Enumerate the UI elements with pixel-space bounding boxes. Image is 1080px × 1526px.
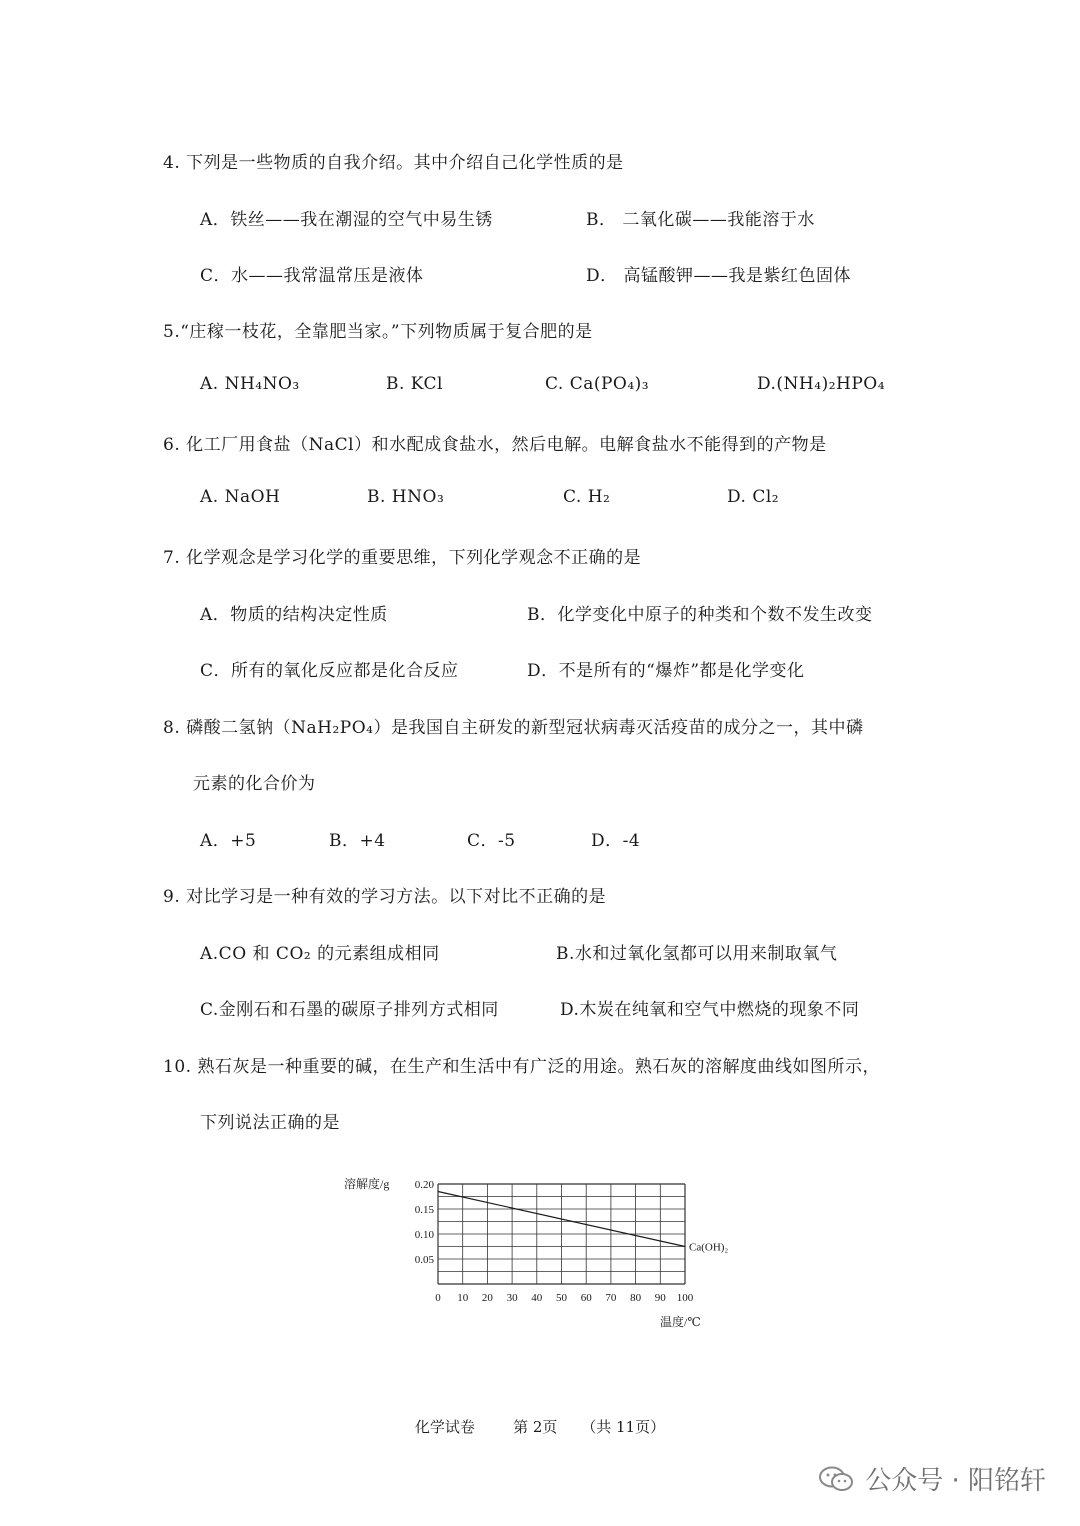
y-tick-label: 0.15 bbox=[414, 1204, 434, 1216]
q10-stem-continued: 下列说法正确的是 bbox=[200, 1113, 340, 1133]
y-tick-label: 0.20 bbox=[414, 1179, 434, 1191]
q9-option-b: B.水和过氧化氢都可以用来制取氧气 bbox=[556, 944, 838, 964]
q6-stem: 6. 化工厂用食盐（NaCl）和水配成食盐水，然后电解。电解食盐水不能得到的产物是 bbox=[163, 435, 827, 455]
q4-option-b: B． 二氧化碳——我能溶于水 bbox=[586, 210, 815, 230]
q5-option-c: C. Ca(PO₄)₃ bbox=[545, 374, 650, 394]
solubility-chart bbox=[330, 1160, 770, 1340]
y-tick-label: 0.10 bbox=[414, 1229, 434, 1241]
q5-option-b: B. KCl bbox=[386, 374, 443, 394]
q9-stem: 9. 对比学习是一种有效的学习方法。以下对比不正确的是 bbox=[163, 887, 607, 907]
series-label: Ca(OH)₂ bbox=[689, 1241, 729, 1254]
x-tick-label: 90 bbox=[654, 1292, 666, 1304]
q8-stem: 8. 磷酸二氢钠（NaH₂PO₄）是我国自主研发的新型冠状病毒灭活疫苗的成分之一，其中磷 bbox=[163, 718, 864, 738]
x-tick-label: 50 bbox=[556, 1292, 567, 1304]
q8-option-b: B．+4 bbox=[329, 831, 386, 851]
x-tick-label: 30 bbox=[506, 1292, 518, 1304]
x-tick-label: 60 bbox=[580, 1292, 592, 1304]
q8-stem-continued: 元素的化合价为 bbox=[193, 774, 316, 794]
q4-option-c: C．水——我常温常压是液体 bbox=[200, 266, 424, 286]
footer-total: （共 11页） bbox=[581, 1418, 666, 1436]
q7-option-d: D．不是所有的“爆炸”都是化学变化 bbox=[527, 661, 805, 681]
q6-option-d: D. Cl₂ bbox=[727, 487, 780, 507]
wechat-icon bbox=[819, 1466, 853, 1492]
x-tick-label: 40 bbox=[531, 1292, 543, 1304]
chart-grid bbox=[438, 1184, 685, 1284]
x-tick-label: 20 bbox=[481, 1292, 493, 1304]
q7-option-a: A．物质的结构决定性质 bbox=[200, 605, 388, 625]
watermark bbox=[819, 1460, 1046, 1497]
chart-y-label: 溶解度/g bbox=[344, 1177, 390, 1191]
q9-option-a: A.CO 和 CO₂ 的元素组成相同 bbox=[200, 944, 440, 964]
page-footer bbox=[0, 1416, 1080, 1437]
q8-option-d: D．-4 bbox=[591, 831, 641, 851]
q6-option-c: C. H₂ bbox=[563, 487, 611, 507]
footer-subject: 化学试卷 bbox=[414, 1418, 475, 1436]
x-tick-label: 80 bbox=[630, 1292, 642, 1304]
x-tick-label: 0 bbox=[435, 1292, 441, 1304]
q8-option-c: C．-5 bbox=[467, 831, 516, 851]
q5-stem: 5.“庄稼一枝花，全靠肥当家。”下列物质属于复合肥的是 bbox=[163, 322, 593, 342]
q4-option-a: A．铁丝——我在潮湿的空气中易生锈 bbox=[200, 210, 493, 230]
q9-option-d: D.木炭在纯氧和空气中燃烧的现象不同 bbox=[560, 1000, 860, 1020]
q6-option-a: A. NaOH bbox=[200, 487, 281, 507]
x-tick-label: 10 bbox=[457, 1292, 469, 1304]
y-tick-label: 0.05 bbox=[414, 1254, 434, 1266]
q8-option-a: A．+5 bbox=[200, 831, 257, 851]
q6-option-b: B. HNO₃ bbox=[367, 487, 445, 507]
q5-option-a: A. NH₄NO₃ bbox=[200, 374, 300, 394]
q9-option-c: C.金刚石和石墨的碳原子排列方式相同 bbox=[200, 1000, 499, 1020]
q7-option-b: B．化学变化中原子的种类和个数不发生改变 bbox=[527, 605, 873, 625]
q5-option-d: D.(NH₄)₂HPO₄ bbox=[757, 374, 886, 394]
footer-page: 第 2页 bbox=[513, 1418, 558, 1436]
chart-x-label: 温度/℃ bbox=[660, 1315, 701, 1329]
q7-stem: 7. 化学观念是学习化学的重要思维，下列化学观念不正确的是 bbox=[163, 548, 642, 568]
x-tick-label: 100 bbox=[676, 1292, 694, 1304]
q10-stem: 10. 熟石灰是一种重要的碱，在生产和生活中有广泛的用途。熟石灰的溶解度曲线如图所示， bbox=[163, 1057, 880, 1077]
watermark-text: 公众号 · 阳铭轩 bbox=[865, 1466, 1046, 1496]
q7-option-c: C．所有的氧化反应都是化合反应 bbox=[200, 661, 459, 681]
q4-stem: 4. 下列是一些物质的自我介绍。其中介绍自己化学性质的是 bbox=[163, 153, 624, 173]
q4-option-d: D． 高锰酸钾——我是紫红色固体 bbox=[586, 266, 852, 286]
x-tick-label: 70 bbox=[605, 1292, 617, 1304]
